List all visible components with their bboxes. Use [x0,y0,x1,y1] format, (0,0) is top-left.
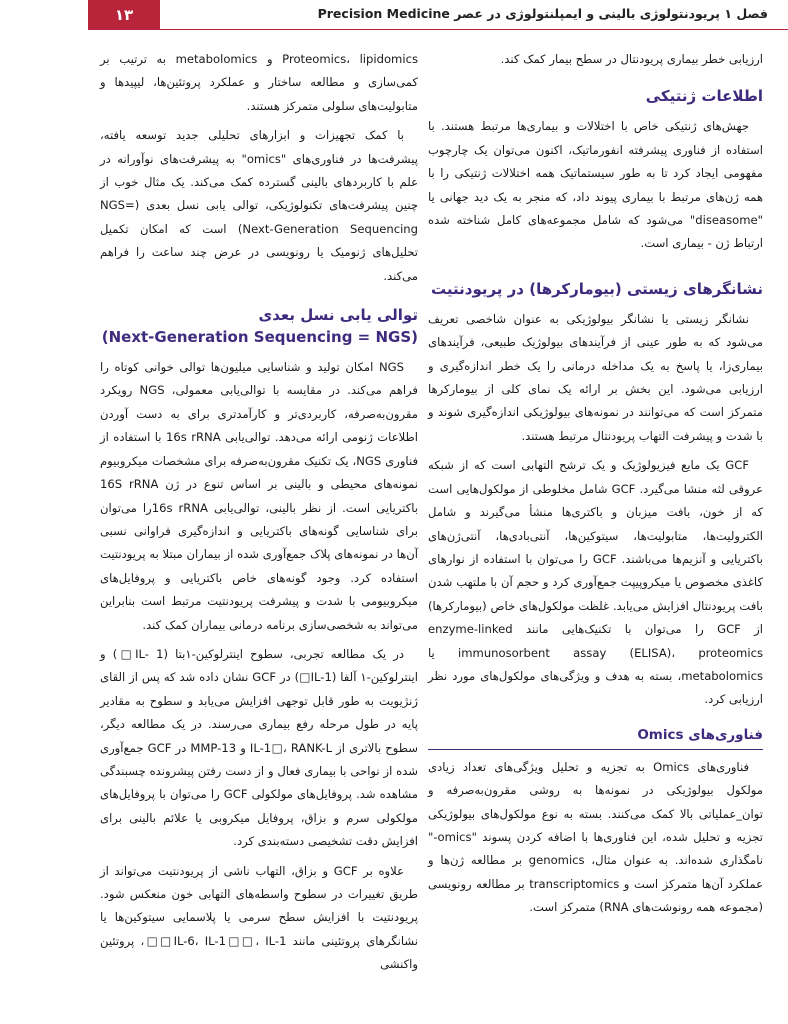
section-title-ngs-en: (Next-Generation Sequencing = NGS) [101,328,418,347]
paragraph: جهش‌های ژنتیکی خاص با اختلالات و بیماری‌ها مرتبط هستند. با استفاده از فناوری پیشرفته انفورماتیک، اکنون می‌توان یک چارچوب مفهومی ایجاد کرد تا به طور سیستماتیک همه اختلالات ژنتیکی را با همه ژن‌های مرتبط با بیماری پیوند داد، که منجر به یک دید جهانی یا "diseasome" می‌شود که شامل مجموعه‌های کامل شناخته شده ارتباط ژن - بیماری است. [428,119,763,251]
section-title-biomarkers: نشانگرهای زیستی (بیومارکرها) در پریودنتیت [430,279,763,298]
left-column [100,48,418,983]
paragraph: علاوه بر GCF و بزاق، التهاب ناشی از پریودنتیت می‌تواند از طریق تغییرات در سطوح واسطه‌های التهابی خون منعکس شود. پریودنتیت با افزایش سطح سرمی یا پلاسمایی سیتوکین‌ها یا نشانگرهای پروتئینی مانند IL-6، IL-1□□، IL-1□□، پروتئین واکنشی [100,863,418,972]
right-column [428,48,763,926]
paragraph: NGS امکان تولید و شناسایی میلیون‌ها توالی خوانی کوتاه را فراهم می‌کند. در مقایسه با توالی‌یابی معمولی، NGS رویکرد مقرون‌به‌صرفه، کاربردی‌تر و کارآمدتری برای به دست آوردن اطلاعات ژنومی ارائه می‌دهد. توالی‌یابی 16s rRNA با استفاده از فناوری NGS، یک تکنیک مقرون‌به‌صرفه برای مشخصات میکروبیوم نمونه‌های محیطی و بالینی بر اساس تنوع در ژن 16S rRNA باکتریایی است. از نظر بالینی، توالی‌یابی 16s rRNAرا می‌توان برای شناسایی گونه‌های باکتریایی و اندازه‌گیری فراوانی نسبی آن‌ها در نمونه‌های پلاک جمع‌آوری شده از بیماران مبتلا به پریودنتیت استفاده کرد. وجود گونه‌های خاص باکتریایی و پروفایل‌های میکروبیومی با شدت و پیشرفت پریودنتیت مرتبط است بنابراین می‌تواند به شخصی‌سازی برنامه درمانی بیماران کمک کند. [100,360,418,632]
section-title-genetic: اطلاعات ژنتیکی [645,87,763,106]
paragraph: فناوری‌های Omics به تجزیه و تحلیل ویژگی‌های تعداد زیادی مولکول بیولوژیکی در نمونه‌ها به روشی مقرون‌به‌صرفه و توان_عملیاتی بالا کمک می‌کنند. بسته به نوع مولکول‌های بیولوژیکی تجزیه و تحلیل شده، این فناوری‌ها با اضافه کردن پسوند "omics-" نامگذاری شده‌اند. به عنوان مثال، genomics بر مطالعه ژن‌ها و عملکرد آن‌ها متمرکز است و transcriptomics بر مطالعه رونویسی (مجموعه همه رونوشت‌های RNA) متمرکز است. [428,759,764,915]
paragraph: GCF یک مایع فیزیولوژیک و یک ترشح التهابی است که از شبکه عروقی لثه منشا می‌گیرد. GCF شامل مخلوطی از مولکول‌هایی است که از خون، بافت میزبان و باکتری‌ها منشأ می‌گیرند و شامل الکترولیت‌ها، متابولیت‌ها، سیتوکین‌ها، آنتی‌بادی‌ها، آنتی‌ژن‌های باکتریایی و آنزیم‌ها می‌باشند. GCF را می‌توان با استفاده از نوارهای کاغذی مخصوص یا میکروپیپت جمع‌آوری کرد و حجم آن با ملتهب شدن بافت پریودنتال افزایش می‌یابد. غلظت مولکول‌های خاص (بیومارکرها) از GCF را می‌توان با تکنیک‌هایی مانند enzyme-linked immunosorbent assay (ELISA)، proteomics یا metabolomics، بسته به هدف و ویژگی‌های مولکول‌های مورد نظر ارزیابی کرد. [428,458,763,707]
paragraph: در یک مطالعه تجربی، سطوح اینترلوکین-۱بتا (IL- 1□) و اینترلوکین-۱ آلفا (IL-1□) در GCF نشان داده شد که پس از القای ژنژیویت به طور قابل توجهی افزایش می‌یابد و سطوح به مقادیر پایه در طول مرحله رفع بیماری می‌رسند. در یک مطالعه دیگر، سطوح بالاتری از IL-1□، RANK-L و MMP-13 در GCF جمع‌آوری شده از نواحی با بیماری فعال و از دست رفتن پیشرونده چسبندگی مشاهده شد. پروفایل‌های مولکولی GCF را می‌توان با پروفایل‌های مولکولی سرم و بزاق، پروفایل میکروبی یا علائم بالینی برای افزایش دقت تشخیصی دسته‌بندی کرد. [100,646,419,849]
paragraph: Proteomics، lipidomics و metabolomics به ترتیب بر کمی‌سازی و مطالعه ساختار و عملکرد پروتئین‌ها، لیپیدها و متابولیت‌های سلولی متمرکز هستند. [100,52,418,113]
page-number: ۱۳ [88,0,160,30]
intro-line: ارزیابی خطر بیماری پریودنتال در سطح بیمار کمک کند. [500,52,763,66]
header-rule [160,29,788,30]
paragraph: با کمک تجهیزات و ابزارهای تحلیلی جدید توسعه یافته، پیشرفت‌ها در فناوری‌های "omics" به پیشرفت‌های نوآورانه در علم با کاربردهای بالینی گسترده کمک می‌کند. یک مثال خوب از چنین پیشرفت‌های تکنولوژیکی، توالی یابی نسل بعدی (NGS= Next-Generation Sequencing) است که امکان تکمیل تحلیل‌های ژنومیک یا رونویسی در عرض چند ساعت را فراهم می‌کند. [100,128,418,283]
paragraph: نشانگر زیستی یا نشانگر بیولوژیکی به عنوان شاخصی تعریف می‌شود که به طور عینی از فرآیندهای بیولوژیک طبیعی، فرآیندهای بیماری‌زا، یا پاسخ به یک مداخله درمانی را یک خطر اندازه‌گیری و ارزیابی می‌شود. این بخش بر ارائه یک نمای کلی از بیومارکرها متمرکز است که می‌توانند در نمونه‌های بیولوژیکی اندازه‌گیری شوند و با شدت و پیشرفت التهاب پریودنتال مرتبط هستند. [428,311,763,443]
page-header [0,0,788,30]
section-title-omics: فناوری‌های Omics [428,724,763,750]
section-title-ngs: توالی یابی نسل بعدی [258,306,418,325]
running-title: فصل ۱ پریودنتولوژی بالینی و ایمپلنتولوژی در عصر Precision Medicine [317,6,768,21]
